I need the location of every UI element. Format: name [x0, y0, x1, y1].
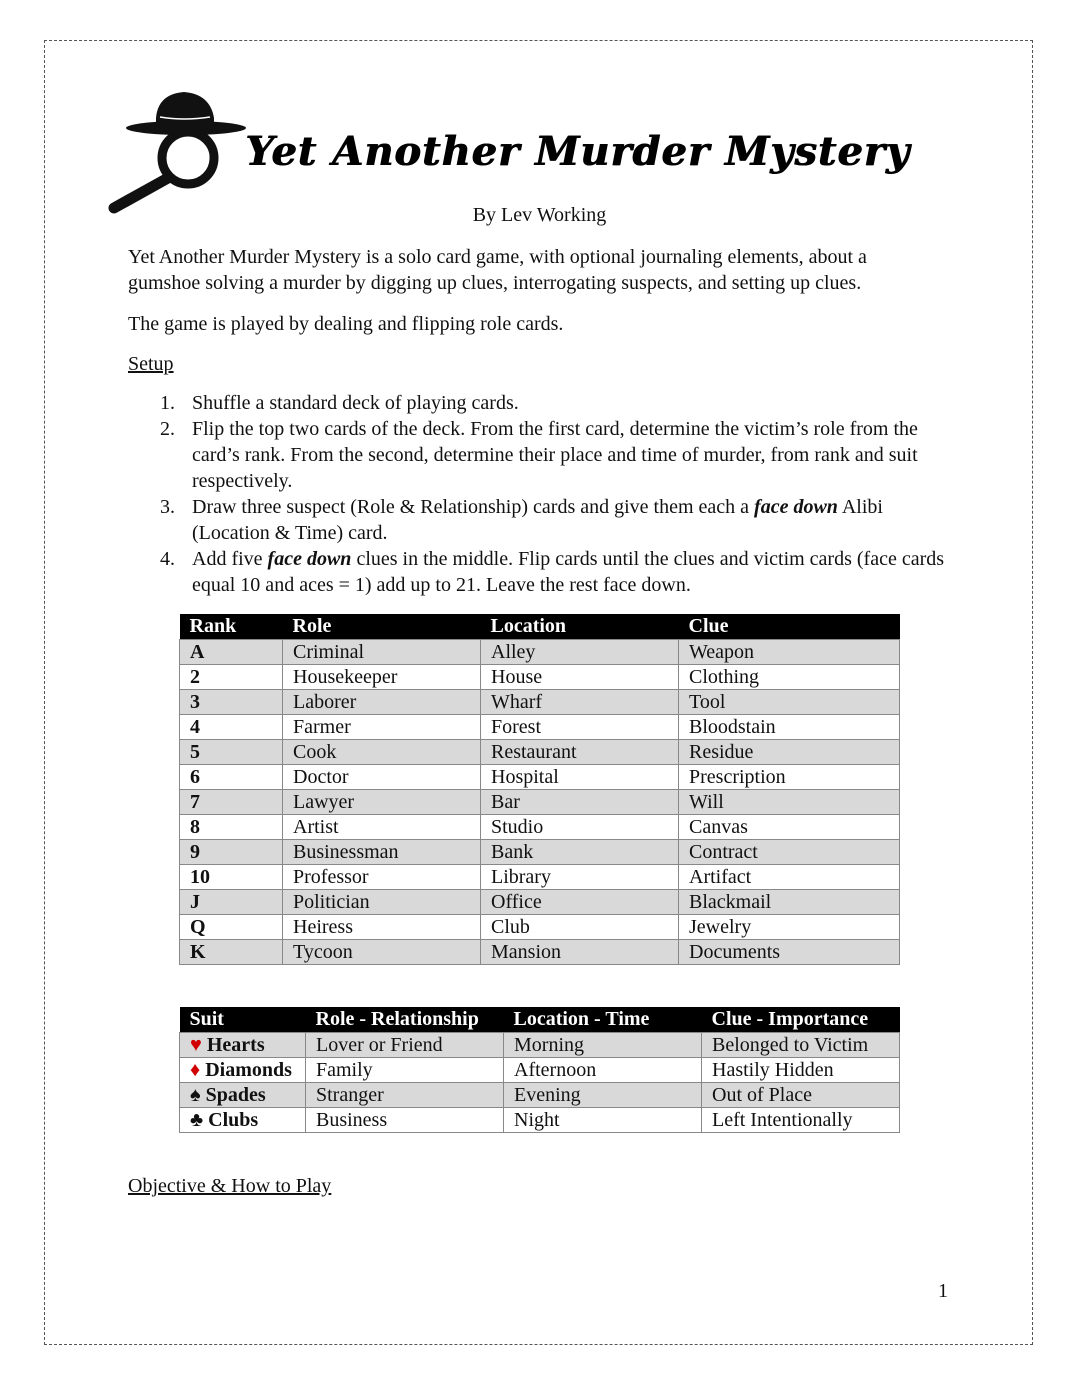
suit-table-body [180, 1033, 900, 1133]
table-cell: Jewelry [679, 915, 900, 940]
table-cell: Night [504, 1108, 702, 1133]
column-header: Clue [679, 614, 900, 640]
table-cell: Office [481, 890, 679, 915]
step-emphasis: face down [754, 496, 838, 518]
step-number: 2. [160, 418, 175, 440]
table-cell: Clothing [679, 665, 900, 690]
table-cell: Heiress [283, 915, 481, 940]
step-text: Draw three suspect (Role & Relationship) cards and give them each a [192, 496, 755, 518]
suit-symbol-icon: ♥ [190, 1034, 202, 1056]
page-number: 1 [938, 1280, 948, 1302]
table-cell: 7 [180, 790, 283, 815]
suit-name: Clubs [208, 1109, 259, 1131]
suit-name: Spades [205, 1084, 266, 1106]
table-row [180, 840, 900, 865]
step-number: 3. [160, 496, 175, 518]
suit-symbol-icon: ♣ [190, 1109, 204, 1131]
table-cell: Professor [283, 865, 481, 890]
table-cell: Bloodstain [679, 715, 900, 740]
table-cell: J [180, 890, 283, 915]
table-cell: Artist [283, 815, 481, 840]
table-cell: Lawyer [283, 790, 481, 815]
setup-step [160, 390, 950, 416]
table-cell: Left Intentionally [702, 1108, 900, 1133]
table-cell: Housekeeper [283, 665, 481, 690]
table-cell: Wharf [481, 690, 679, 715]
table-cell: House [481, 665, 679, 690]
table-cell: Bank [481, 840, 679, 865]
setup-steps-list [160, 390, 950, 598]
table-row [180, 890, 900, 915]
table-cell: Tycoon [283, 940, 481, 965]
step-text-end: clues in the middle. Flip cards until the clues and victim cards (face cards equal 10 and aces = 1) add up to 21. Leave the rest face down. [192, 548, 945, 596]
rank-table [179, 614, 900, 965]
table-cell: 3 [180, 690, 283, 715]
table-cell: Library [481, 865, 679, 890]
step-text: Add five [192, 548, 268, 570]
step-number: 1. [160, 392, 175, 414]
table-cell: Hastily Hidden [702, 1058, 900, 1083]
table-cell: Bar [481, 790, 679, 815]
table-cell: Contract [679, 840, 900, 865]
table-row [180, 1033, 900, 1058]
table-cell: Studio [481, 815, 679, 840]
table-cell: Alley [481, 640, 679, 665]
intro-paragraph: Yet Another Murder Mystery is a solo card game, with optional journaling elements, about a gumshoe solving a murder by digging up clues, interrogating suspects, and setting up clues. [128, 246, 867, 294]
table-cell: Weapon [679, 640, 900, 665]
table-cell: Prescription [679, 765, 900, 790]
byline: By Lev Working [472, 204, 607, 226]
table-cell: Politician [283, 890, 481, 915]
column-header: Role - Relationship [306, 1007, 504, 1033]
table-cell: 10 [180, 865, 283, 890]
suit-symbol-icon: ♠ [190, 1084, 201, 1106]
table-cell: Q [180, 915, 283, 940]
table-cell: Mansion [481, 940, 679, 965]
table-cell: Forest [481, 715, 679, 740]
table-cell: 6 [180, 765, 283, 790]
table-cell: Farmer [283, 715, 481, 740]
setup-heading: Setup [128, 353, 174, 375]
table-row [180, 915, 900, 940]
column-header: Location [481, 614, 679, 640]
table-cell: Morning [504, 1033, 702, 1058]
column-header: Location - Time [504, 1007, 702, 1033]
table-cell: 5 [180, 740, 283, 765]
rank-table-header [180, 614, 900, 640]
table-cell: Businessman [283, 840, 481, 865]
table-cell [180, 1058, 306, 1083]
document-title: Yet Another Murder Mystery [245, 128, 910, 175]
objective-heading: Objective & How to Play [128, 1175, 332, 1197]
table-cell: Hospital [481, 765, 679, 790]
table-row [180, 765, 900, 790]
table-cell: 4 [180, 715, 283, 740]
step-emphasis: face down [267, 548, 352, 570]
detective-hat-magnifier-icon [104, 88, 254, 218]
table-cell: 9 [180, 840, 283, 865]
column-header: Clue - Importance [702, 1007, 900, 1033]
table-cell [180, 1083, 306, 1108]
step-number: 4. [160, 548, 175, 570]
table-cell: Cook [283, 740, 481, 765]
column-header: Rank [180, 614, 283, 640]
suit-table-header [180, 1007, 900, 1033]
table-row [180, 1058, 900, 1083]
suit-name: Hearts [206, 1034, 265, 1056]
table-cell: Canvas [679, 815, 900, 840]
rank-table-body [180, 640, 900, 965]
table-row [180, 665, 900, 690]
table-cell: 8 [180, 815, 283, 840]
table-cell: Business [306, 1108, 504, 1133]
table-cell: Doctor [283, 765, 481, 790]
table-cell: Stranger [306, 1083, 504, 1108]
table-row [180, 865, 900, 890]
table-row [180, 740, 900, 765]
table-cell: A [180, 640, 283, 665]
table-cell: Family [306, 1058, 504, 1083]
table-cell: Afternoon [504, 1058, 702, 1083]
table-cell: Criminal [283, 640, 481, 665]
column-header: Role [283, 614, 481, 640]
table-cell: Belonged to Victim [702, 1033, 900, 1058]
table-row [180, 640, 900, 665]
step-text: Shuffle a standard deck of playing cards. [192, 392, 519, 414]
suit-table [179, 1007, 900, 1133]
table-cell: Out of Place [702, 1083, 900, 1108]
table-row [180, 715, 900, 740]
table-cell: Lover or Friend [306, 1033, 504, 1058]
table-row [180, 815, 900, 840]
table-cell: Club [481, 915, 679, 940]
table-cell: Artifact [679, 865, 900, 890]
step-text: Flip the top two cards of the deck. From the first card, determine the victim’s role from the card’s rank. From the second, determine their place and time of murder, from rank and suit respectively. [192, 418, 918, 492]
table-row [180, 690, 900, 715]
table-cell: Residue [679, 740, 900, 765]
table-cell: Will [679, 790, 900, 815]
table-cell: 2 [180, 665, 283, 690]
suit-symbol-icon: ♦ [190, 1059, 201, 1081]
table-cell: K [180, 940, 283, 965]
table-cell: Documents [679, 940, 900, 965]
table-cell: Tool [679, 690, 900, 715]
table-cell: Restaurant [481, 740, 679, 765]
suit-name: Diamonds [205, 1059, 292, 1081]
table-row [180, 940, 900, 965]
intro-paragraph-2: The game is played by dealing and flipping role cards. [128, 313, 564, 335]
table-cell: Blackmail [679, 890, 900, 915]
setup-step [160, 494, 950, 546]
table-row [180, 1108, 900, 1133]
column-header: Suit [180, 1007, 306, 1033]
table-cell [180, 1033, 306, 1058]
table-cell: Evening [504, 1083, 702, 1108]
setup-step [160, 546, 950, 598]
step-text-end: Alibi (Location & Time) card. [192, 496, 883, 544]
table-row [180, 790, 900, 815]
table-row [180, 1083, 900, 1108]
setup-step [160, 416, 950, 494]
table-cell [180, 1108, 306, 1133]
table-cell: Laborer [283, 690, 481, 715]
